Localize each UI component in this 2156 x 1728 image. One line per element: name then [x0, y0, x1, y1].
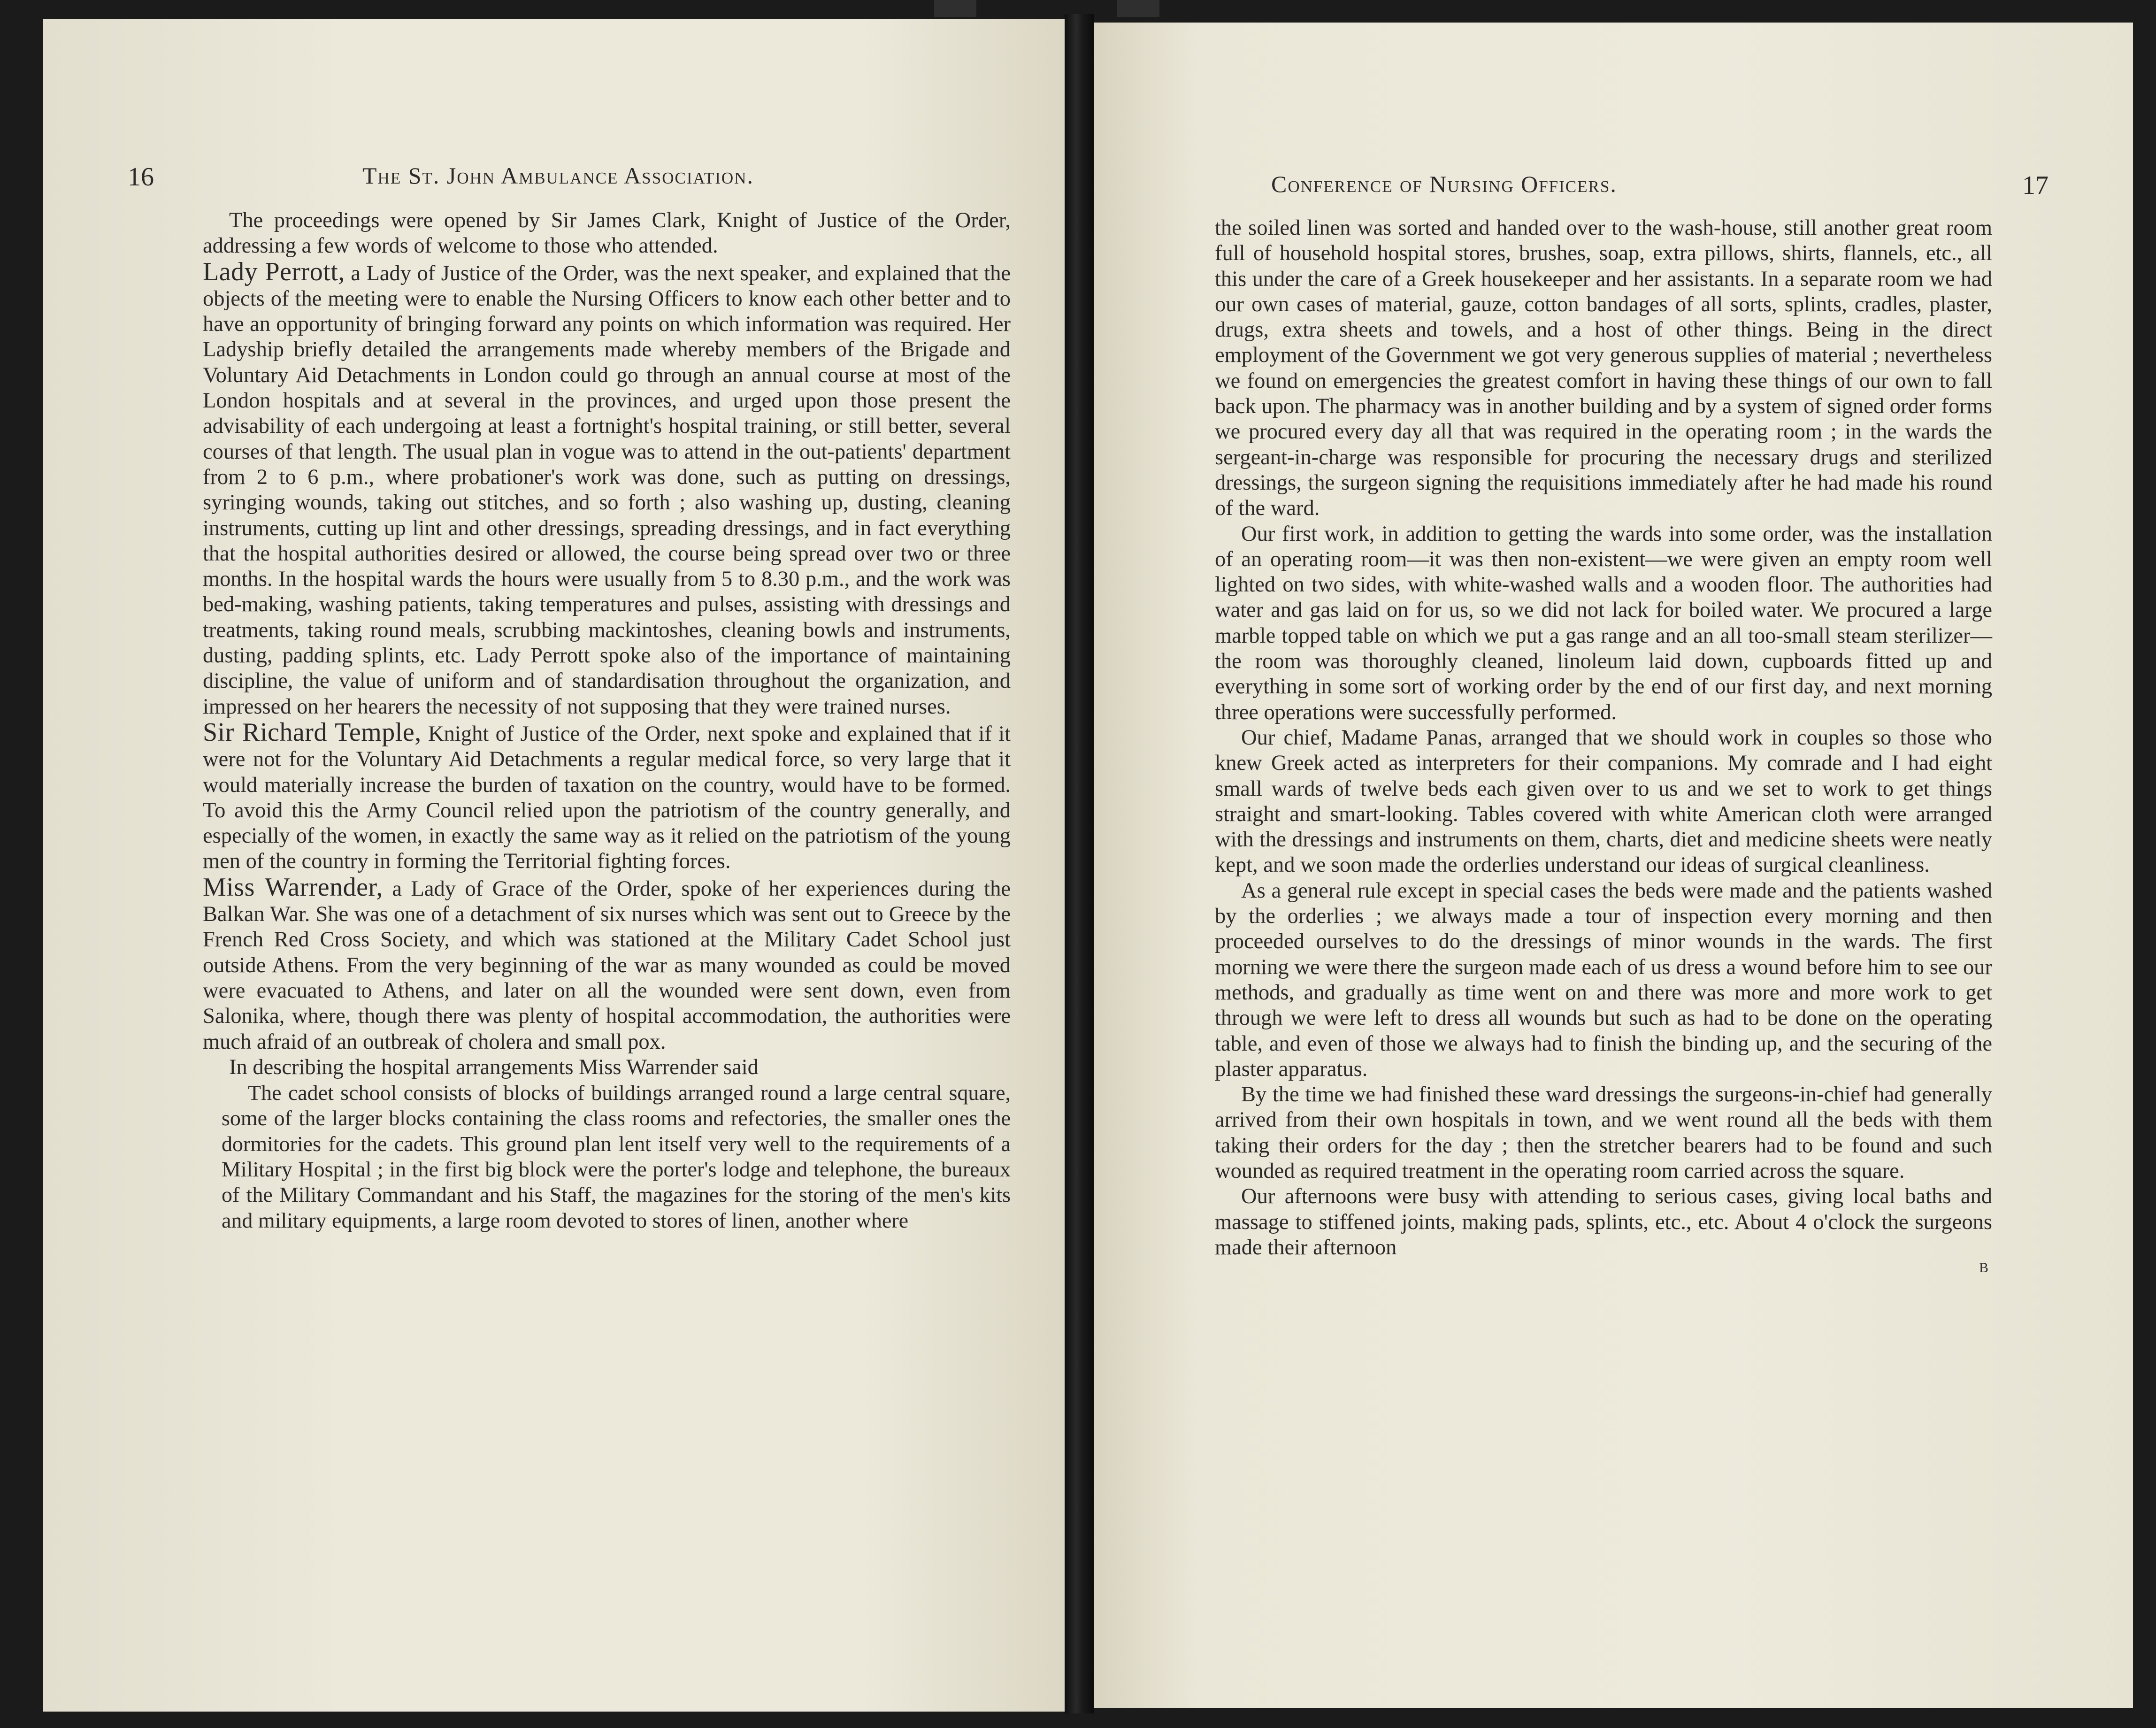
paragraph: By the time we had finished these ward dressings the surgeons-in-chief had generally arrived from their own hospitals in town, and we went round all the beds with them taking their orders for the day ; then the stretcher bearers had to be found and such wounded as required treatment in the operating room carried across the square. — [1215, 1083, 1992, 1183]
speaker-name: Lady Perrott, — [203, 257, 345, 286]
paragraph: The proceedings were opened by Sir James Clark, Knight of Justice of the Order, addressing a few words of welcome to those who attended. — [203, 208, 1011, 258]
right-page-header — [1215, 170, 2049, 208]
running-head: Conference of Nursing Officers. — [1271, 171, 1617, 197]
left-page — [43, 19, 1065, 1712]
left-page-body — [203, 208, 1011, 1233]
paragraph: the soiled linen was sorted and handed over to the wash-house, still another great room full of household hospital stores, brushes, soap, extra pillows, shirts, flannels, etc., all this under the care of a Greek housekeeper and her assistants. In a separate room we had our own cases of material, gauze, cotton bandages of all sorts, splints, cradles, plaster, drugs, extra sheets and towels, and a host of other things. Being in the direct employment of the Government we got very generous supplies of material ; nevertheless we found on emergencies the greatest comfort in having these things of our own to fall back upon. The pharmacy was in another building and by a system of signed order forms we procured every day all that was required in the operating room ; in the wards the sergeant-in-charge was responsible for procuring the necessary drugs and sterilized dressings, the surgeon signing the requisitions immediately after he had made his round of the ward. — [1215, 216, 1992, 521]
paragraph: Our chief, Madame Panas, arranged that we should work in couples so those who knew Greek acted as interpreters for their companions. My comrade and I had eight small wards of twelve beds each given over to us and we set to work to get things straight and smart-looking. Tables covered with white American cloth were arranged with the dressings and instruments on them, charts, diet and medicine sheets were neatly kept, and we soon made the orderlies understand our ideas of surgical cleanliness. — [1215, 725, 1992, 877]
speaker-name: Miss Warrender, — [203, 872, 383, 902]
right-page-body — [1215, 215, 1992, 1275]
scan-corner-right — [1117, 0, 1159, 17]
paragraph-text: Knight of Justice of the Order, next spoke and explained that if it were not for the Voluntary Aid Detachments a regular medical force, so very large that it would materially increase the burden of taxation on the country, would have to be formed. To avoid this the Army Council relied upon the patriotism of the country generally, and especially of the women, in exactly the same way as it relied on the patriotism of the young men of the country in forming the Territorial fighting forces. — [203, 722, 1011, 874]
paragraph: Our first work, in addition to getting the wards into some order, was the installation of an operating room—it was then non-existent—we were given an empty room well lighted on two sides, with white-washed walls and a wooden floor. The authorities had water and gas laid on for us, so we did not lack for boiled water. We procured a large marble topped table on which we put a gas range and an all too-small steam sterilizer—the room was thoroughly cleaned, linoleum laid down, cupboards fitted up and everything in some sort of working order by the end of our first day, and next morning three operations were successfully performed. — [1215, 522, 1992, 724]
book-gutter — [1065, 14, 1094, 1713]
paragraph: In describing the hospital arrangements Miss Warrender said — [229, 1055, 759, 1079]
paragraph — [203, 872, 1011, 1055]
signature-mark: B — [1979, 1260, 1988, 1276]
paragraph — [203, 259, 1011, 720]
scan-corner-left — [934, 0, 976, 17]
paragraph-text: a Lady of Justice of the Order, was the next speaker, and explained that the objects of the meeting were to enable the Nursing Officers to know each other better and to have an opportunity of bringing forward any points on which information was required. Her Ladyship briefly detailed the arrangements made whereby members of the Brigade and Voluntary Aid Detachments in London could go through an annual course at most of the London hospitals and at several in the provinces, and urged upon those present the advisability of each undergoing at least a fortnight's hospital training, or still better, several courses of that length. The usual plan in vogue was to attend in the out-patients' department from 2 to 6 p.m., where probationer's work was done, such as putting on dressings, syringing wounds, taking out stitches, and so forth ; also washing up, dusting, cleaning instruments, cutting up lint and other dressings, spreading dressings, and in fact everything that the hospital authorities desired or allowed, the course being spread over two or three months. In the hospital wards the hours were usually from 5 to 8.30 p.m., and the work was bed-making, washing patients, taking temperatures and pulses, assisting with dressings and treatments, taking round meals, scrubbing mackintoshes, cleaning bowls and instruments, dusting, padding splints, etc. Lady Perrott spoke also of the importance of maintaining discipline, the value of uniform and of standardisation throughout the organization, and impressed on her hearers the necessity of not supposing that they were trained nurses. — [203, 261, 1011, 719]
speaker-name: Sir Richard Temple, — [203, 717, 422, 747]
right-page — [1094, 23, 2133, 1708]
paragraph-text: a Lady of Grace of the Order, spoke of her experiences during the Balkan War. She was one of a detachment of six nurses which was sent out to Greece by the French Red Cross Society, and which was stationed at the Military Cadet School just outside Athens. From the very beginning of the war as many wounded as could be moved were evacuated to Athens, and later on all the wounded were sent down, even from Salonika, where, though there was plenty of hospital accommodation, the authorities were much afraid of an outbreak of cholera and small pox. — [203, 876, 1011, 1054]
paragraph: As a general rule except in special cases the beds were made and the patients washed by the orderlies ; we always made a tour of inspection every morning and then proceeded ourselves to do the dressings of minor wounds in the wards. The first morning we were there the surgeon made each of us dress a wound before him to see our methods, and gradually as time went on and there was more and more work to get through we were left to dress all wounds but such as had to be done on the operating table, and even of those we always had to finish the binding up, and the securing of the plaster apparatus. — [1215, 878, 1992, 1081]
paragraph: Our afternoons were busy with attending to serious cases, giving local baths and massage to stiffened joints, making pads, splints, etc., etc. About 4 o'clock the surgeons made their afternoon — [1215, 1184, 1992, 1260]
running-head: The St. John Ambulance Association. — [362, 162, 754, 189]
page-number: 16 — [128, 162, 154, 192]
page-number: 17 — [2022, 171, 2049, 200]
paragraph — [203, 717, 1011, 875]
left-page-header — [128, 162, 1011, 200]
quoted-paragraph: The cadet school consists of blocks of buildings arranged round a large central square, some of the larger blocks containing the class rooms and refectories, the smaller ones the dormitories for the cadets. This ground plan lent itself very well to the requirements of a Military Hospital ; in the first big block were the porter's lodge and telephone, the bureaux of the Military Commandant and his Staff, the magazines for the storing of the men's kits and military equipments, a large room devoted to stores of linen, another where — [222, 1081, 1011, 1232]
